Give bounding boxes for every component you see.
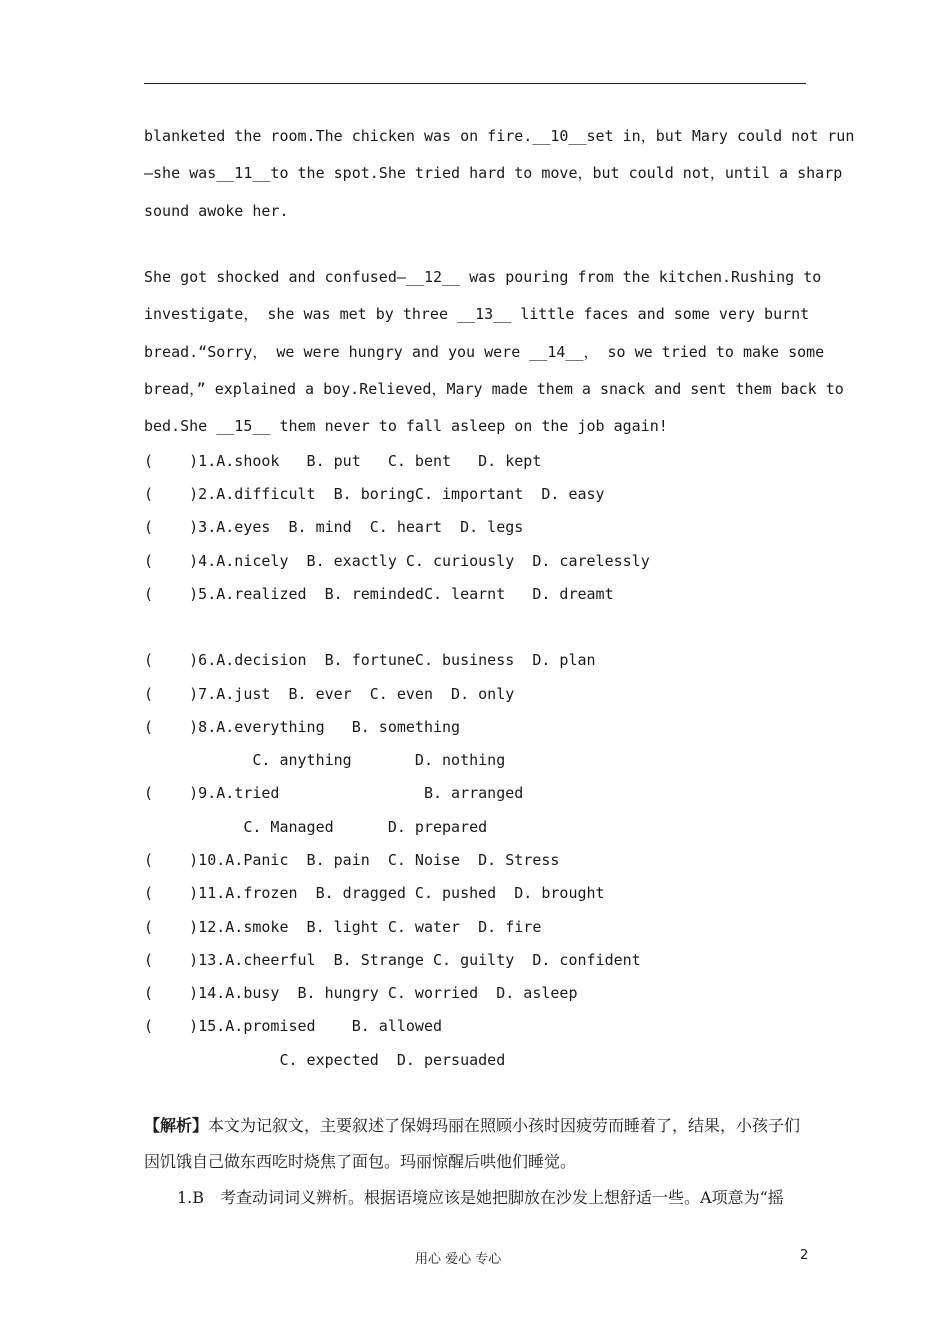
passage-paragraph-2: [144, 259, 844, 445]
text-line: bread.“Sorry， we were hungry and you were __14__， so we tried to make some: [144, 342, 825, 361]
header-rule: [144, 83, 806, 84]
question-2: ( )2.A.difficult B. boringC. important D. easy: [144, 485, 605, 503]
analysis-text: 本文为记叙文，主要叙述了保姆玛丽在照顾小孩时因疲劳而睡着了，结果，小孩子们: [208, 1116, 801, 1135]
question-8: ( )8.A.everything B. something: [144, 718, 461, 736]
text-line: bed.She __15__ them never to fall asleep on the job again!: [144, 417, 668, 436]
footer-motto: 用心 爱心 专心: [415, 1252, 502, 1267]
text-line: —she was__11__to the spot.She tried hard to move，but could not，until a sharp: [144, 164, 843, 183]
question-15-options-cont: C. expected D. persuaded: [144, 1051, 506, 1069]
question-8-options-cont: C. anything D. nothing: [144, 751, 506, 769]
analysis-line-2: 因饥饿自己做东西吃时烧焦了面包。玛丽惊醒后哄他们睡觉。: [144, 1152, 577, 1171]
question-12: ( )12.A.smoke B. light C. water D. fire: [144, 918, 542, 936]
question-15: ( )15.A.promised B. allowed: [144, 1017, 443, 1035]
text-line: blanketed the room.The chicken was on fire.__10__set in，but Mary could not run: [144, 127, 855, 145]
analysis-section: [144, 1108, 806, 1216]
question-14: ( )14.A.busy B. hungry C. worried D. asleep: [144, 984, 578, 1002]
analysis-heading: 【解析】: [144, 1116, 209, 1135]
question-6: ( )6.A.decision B. fortuneC. business D. plan: [144, 651, 596, 669]
text-line: She got shocked and confused—__12__ was pouring from the kitchen.Rushing to: [144, 268, 822, 286]
question-3: ( )3.A.eyes B. mind C. heart D. legs: [144, 518, 524, 536]
text-line: investigate， she was met by three __13__ little faces and some very burnt: [144, 305, 810, 324]
text-line: sound awoke her.: [144, 201, 289, 220]
page-number: 2: [800, 1248, 809, 1263]
question-13: ( )13.A.cheerful B. Strange C. guilty D. confident: [144, 951, 641, 969]
text-line: bread，” explained a boy.Relieved，Mary made them a snack and sent them back to: [144, 379, 844, 398]
question-7: ( )7.A.just B. ever C. even D. only: [144, 685, 515, 703]
question-4: ( )4.A.nicely B. exactly C. curiously D. carelessly: [144, 552, 650, 570]
analysis-line-1: [144, 1108, 806, 1144]
question-5: ( )5.A.realized B. remindedC. learnt D. dreamt: [144, 585, 614, 603]
analysis-line-3: 1.B 考查动词词义辨析。根据语境应该是她把脚放在沙发上想舒适一些。A项意为“摇: [177, 1188, 784, 1207]
question-1: ( )1.A.shook B. put C. bent D. kept: [144, 452, 542, 470]
question-11: ( )11.A.frozen B. dragged C. pushed D. brought: [144, 884, 605, 902]
question-9-options-cont: C. Managed D. prepared: [144, 818, 488, 836]
question-9: ( )9.A.tried B. arranged: [144, 784, 524, 802]
passage-paragraph-1: [144, 118, 855, 230]
question-10: ( )10.A.Panic B. pain C. Noise D. Stress: [144, 851, 560, 869]
